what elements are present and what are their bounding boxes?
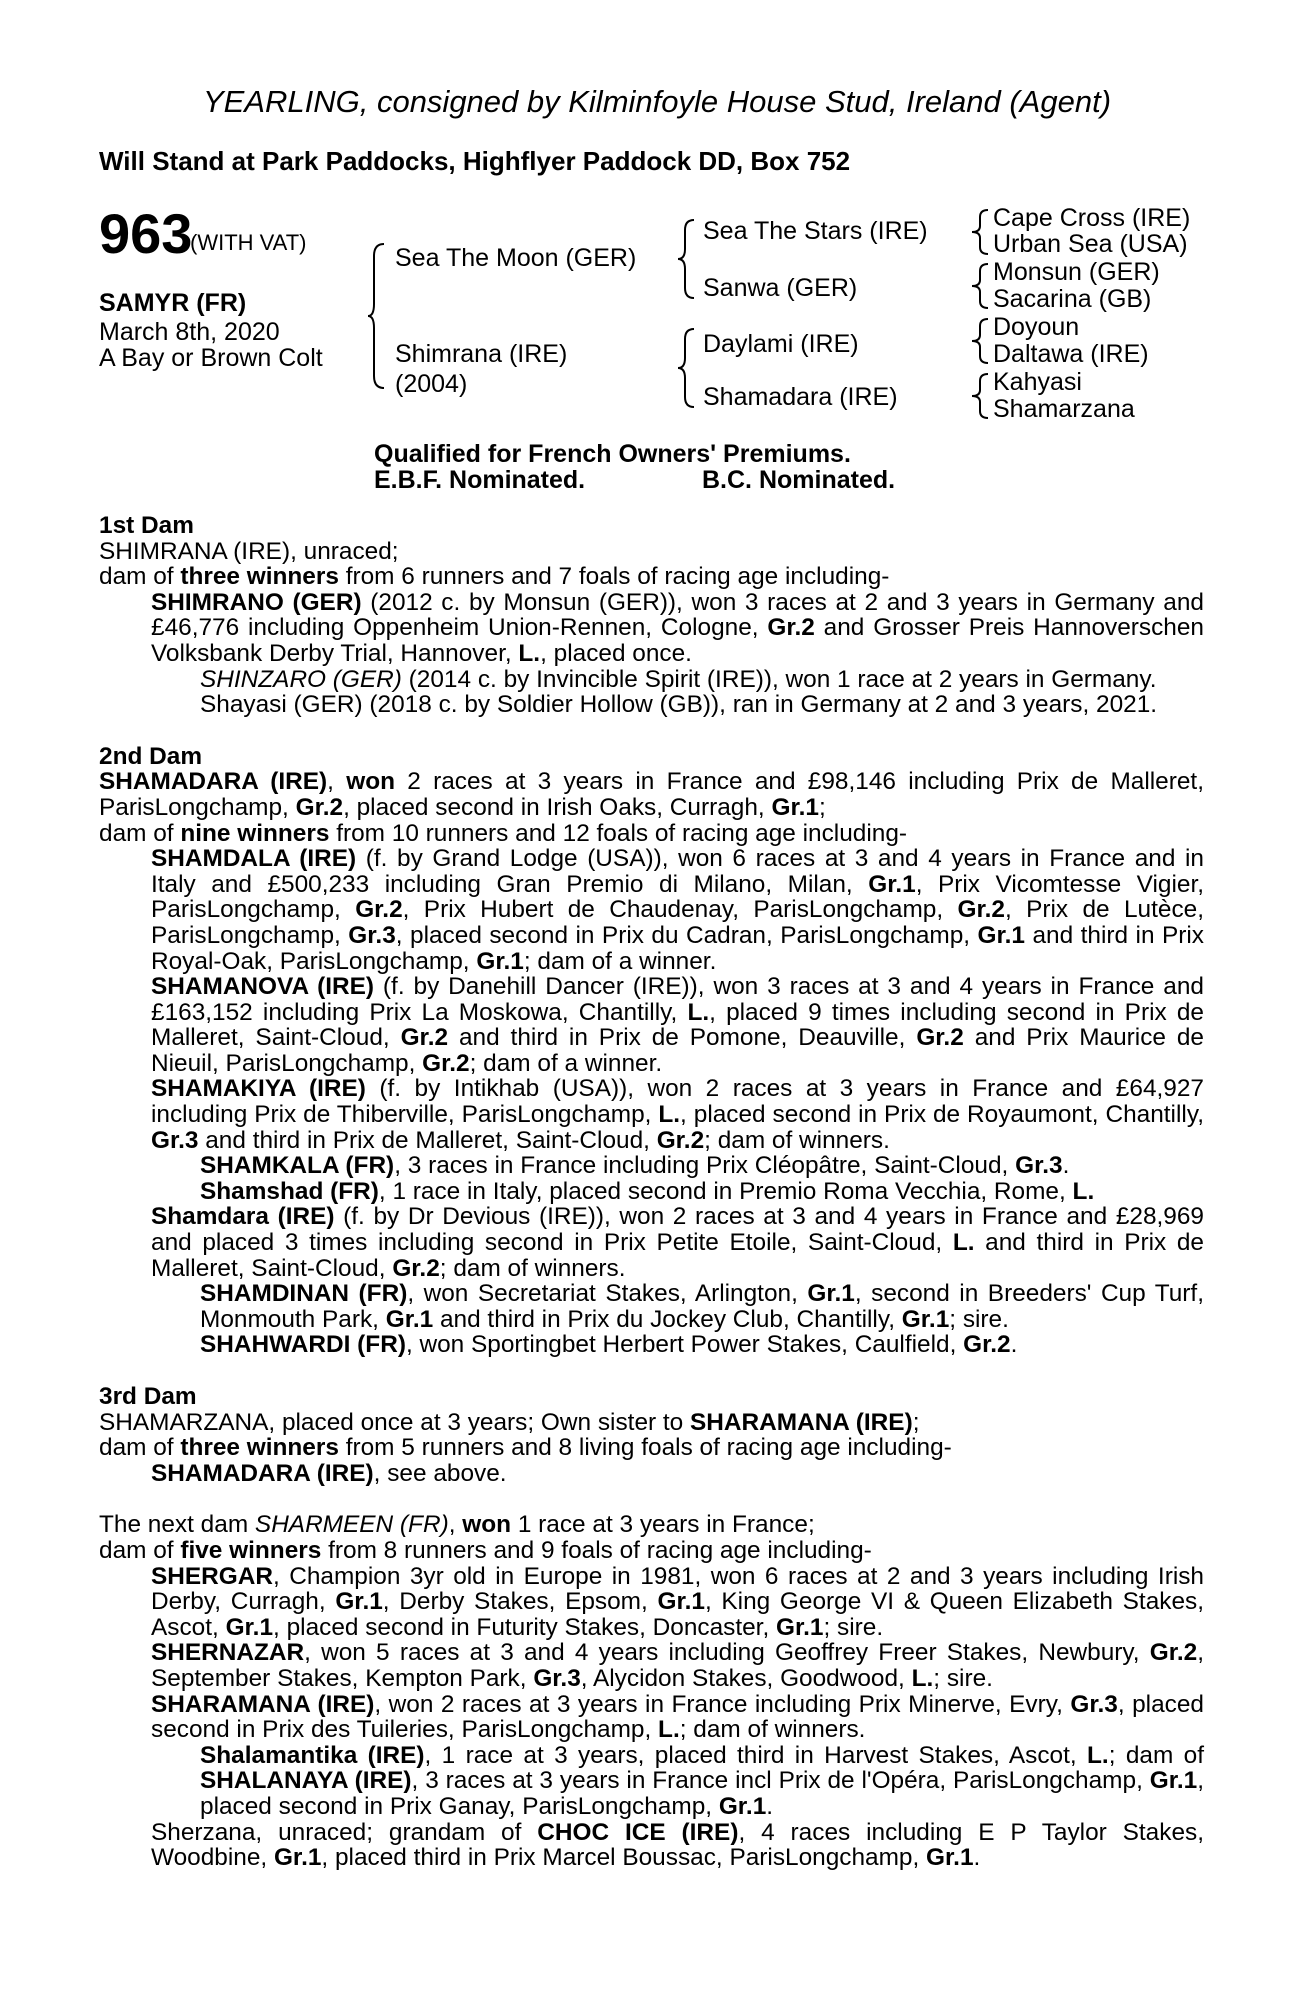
- produce-shahwardi: SHAHWARDI (FR), won Sportingbet Herbert Power Stakes, Caulfield, Gr.2.: [200, 1331, 1018, 1359]
- produce-shinzaro: SHINZARO (GER) (2014 c. by Invincible Spirit (IRE)), won 1 race at 2 years in Germany.: [200, 665, 1157, 693]
- second-dam-produce-summary: dam of nine winners from 10 runners and 12 foals of racing age including-: [99, 819, 908, 847]
- produce-shernazar: SHERNAZAR, won 5 races at 3 and 4 years including Geoffrey Freer Stakes, Newbury, Gr.2, September Stakes, Kempton Park, Gr.3, Alycidon Stakes, Goodwood, L.; sire.: [151, 1639, 1204, 1692]
- pedigree-dam: Shimrana (IRE): [395, 340, 568, 368]
- pedigree-brace-main: [366, 242, 386, 390]
- pedigree-g8: Shamarzana: [993, 395, 1135, 423]
- produce-shimrano: SHIMRANO (GER) (2012 c. by Monsun (GER)), won 3 races at 2 and 3 years in Germany and £46,776 including Oppenheim Union-Rennen, Cologne, Gr.2 and Grosser Preis Hannoverschen Volksbank Derby Trial, Hannover, L., placed once.: [151, 588, 1204, 667]
- second-dam-heading: 2nd Dam: [99, 742, 203, 770]
- third-dam-intro: SHAMARZANA, placed once at 3 years; Own sister to SHARAMANA (IRE);: [99, 1408, 920, 1436]
- produce-sherzana: Sherzana, unraced; grandam of CHOC ICE (IRE), 4 races including E P Taylor Stakes, Woodbine, Gr.1, placed third in Prix Marcel Boussac, ParisLongchamp, Gr.1.: [151, 1818, 1204, 1872]
- third-dam-produce-summary: dam of three winners from 5 runners and 8 living foals of racing age including-: [99, 1434, 952, 1462]
- horse-description: A Bay or Brown Colt: [99, 344, 323, 372]
- lot-number: 963: [99, 202, 193, 265]
- pedigree-g7: Kahyasi: [993, 368, 1082, 396]
- next-dam-intro: The next dam SHARMEEN (FR), won 1 race at 3 years in France;: [99, 1511, 815, 1539]
- produce-shamdala: SHAMDALA (IRE) (f. by Grand Lodge (USA)), won 6 races at 3 and 4 years in France and in Italy and £500,233 including Gran Premio di Milano, Milan, Gr.1, Prix Vicomtesse Vigier, ParisLongchamp, Gr.2, Prix Hubert de Chaudenay, ParisLongchamp, Gr.2, Prix de Lutèce, ParisLongchamp, Gr.3, placed second in Prix du Cadran, ParisLongchamp, Gr.1 and third in Prix Royal-Oak, ParisLongchamp, Gr.1; dam of a winner.: [151, 845, 1205, 975]
- pedigree-dam-dam: Shamadara (IRE): [703, 383, 898, 411]
- second-dam-intro: SHAMADARA (IRE), won 2 races at 3 years in France and £98,146 including Prix de Malleret, ParisLongchamp, Gr.2, placed second in Irish Oaks, Curragh, Gr.1;: [99, 768, 1204, 821]
- pedigree-brace-g3: [970, 317, 990, 365]
- vat-note: (WITH VAT): [190, 230, 307, 255]
- produce-shamkala: SHAMKALA (FR), 3 races in France including Prix Cléopâtre, Saint-Cloud, Gr.3.: [200, 1152, 1070, 1180]
- ebf-nominated: E.B.F. Nominated.: [374, 466, 586, 494]
- first-dam-produce-summary: dam of three winners from 6 runners and 7 foals of racing age including-: [99, 563, 890, 591]
- consignment-line: YEARLING, consigned by Kilminfoyle House Stud, Ireland (Agent): [202, 84, 1112, 119]
- third-dam-heading: 3rd Dam: [99, 1383, 197, 1410]
- pedigree-dam-sire: Daylami (IRE): [703, 330, 859, 358]
- foaling-date: March 8th, 2020: [99, 318, 280, 346]
- first-dam-intro: SHIMRANA (IRE), unraced;: [99, 537, 399, 565]
- produce-shamdara: Shamdara (IRE) (f. by Dr Devious (IRE)), won 2 races at 3 and 4 years in France and £28,969 and placed 3 times including second in Prix Petite Etoile, Saint-Cloud, L. and third in Prix de Malleret, Saint-Cloud, Gr.2; dam of winners.: [151, 1203, 1204, 1282]
- pedigree-g3: Monsun (GER): [993, 258, 1160, 286]
- pedigree-sire-sire: Sea The Stars (IRE): [703, 217, 928, 245]
- pedigree-g5: Doyoun: [993, 313, 1080, 341]
- pedigree-sire-dam: Sanwa (GER): [703, 274, 858, 302]
- produce-sharamana: SHARAMANA (IRE), won 2 races at 3 years in France including Prix Minerve, Evry, Gr.3, placed second in Prix des Tuileries, ParisLongchamp, L.; dam of winners.: [151, 1690, 1204, 1744]
- produce-shamadara: SHAMADARA (IRE), see above.: [151, 1459, 507, 1487]
- produce-shamshad: Shamshad (FR), 1 race in Italy, placed second in Premio Roma Vecchia, Rome, L.: [200, 1177, 1095, 1205]
- pedigree-dam-year: (2004): [395, 370, 468, 398]
- produce-shayasi: Shayasi (GER) (2018 c. by Soldier Hollow (GB)), ran in Germany at 2 and 3 years, 2021.: [200, 691, 1158, 719]
- horse-name: SAMYR (FR): [99, 289, 247, 317]
- produce-shergar: SHERGAR, Champion 3yr old in Europe in 1981, won 6 races at 2 and 3 years including Irish Derby, Curragh, Gr.1, Derby Stakes, Epsom, Gr.1, King George VI & Queen Elizabeth Stakes, Ascot, Gr.1, placed second in Futurity Stakes, Doncaster, Gr.1; sire.: [151, 1562, 1204, 1641]
- next-dam-produce-summary: dam of five winners from 8 runners and 9 foals of racing age including-: [99, 1536, 872, 1564]
- pedigree-g6: Daltawa (IRE): [993, 340, 1149, 368]
- pedigree-g4: Sacarina (GB): [993, 285, 1152, 313]
- produce-shamdinan: SHAMDINAN (FR), won Secretariat Stakes, Arlington, Gr.1, second in Breeders' Cup Turf, Monmouth Park, Gr.1 and third in Prix du Jockey Club, Chantilly, Gr.1; sire.: [200, 1280, 1204, 1333]
- pedigree-g1: Cape Cross (IRE): [993, 204, 1191, 232]
- produce-shamakiya: SHAMAKIYA (IRE) (f. by Intikhab (USA)), won 2 races at 3 years in France and £64,927 including Prix de Thiberville, ParisLongchamp, L., placed second in Prix de Royaumont, Chantilly, Gr.3 and third in Prix de Malleret, Saint-Cloud, Gr.2; dam of winners.: [151, 1075, 1204, 1154]
- bc-nominated: B.C. Nominated.: [702, 466, 896, 494]
- catalogue-body: [99, 513, 1204, 1871]
- pedigree-brace-dam: [676, 327, 696, 409]
- pedigree-brace-g2: [970, 262, 990, 310]
- first-dam-heading: 1st Dam: [99, 512, 194, 539]
- produce-shalamantika: Shalamantika (IRE), 1 race at 3 years, placed third in Harvest Stakes, Ascot, L.; dam of SHALANAYA (IRE), 3 races at 3 years in France incl Prix de l'Opéra, ParisLongchamp, Gr.1, placed second in Prix Ganay, ParisLongchamp, Gr.1.: [200, 1741, 1204, 1820]
- pedigree-brace-g1: [970, 208, 990, 256]
- pedigree-brace-g4: [970, 372, 990, 420]
- pedigree-brace-sire: [676, 218, 696, 300]
- produce-shamanova: SHAMANOVA (IRE) (f. by Danehill Dancer (IRE)), won 3 races at 3 and 4 years in France and £163,152 including Prix La Moskowa, Chantilly, L., placed 9 times including second in Prix de Malleret, Saint-Cloud, Gr.2 and third in Prix de Pomone, Deauville, Gr.2 and Prix Maurice de Nieuil, ParisLongchamp, Gr.2; dam of a winner.: [151, 973, 1204, 1077]
- stand-location: Will Stand at Park Paddocks, Highflyer Paddock DD, Box 752: [99, 146, 851, 176]
- pedigree-sire: Sea The Moon (GER): [395, 244, 637, 272]
- french-premiums-note: Qualified for French Owners' Premiums.: [374, 440, 851, 468]
- pedigree-g2: Urban Sea (USA): [993, 230, 1188, 258]
